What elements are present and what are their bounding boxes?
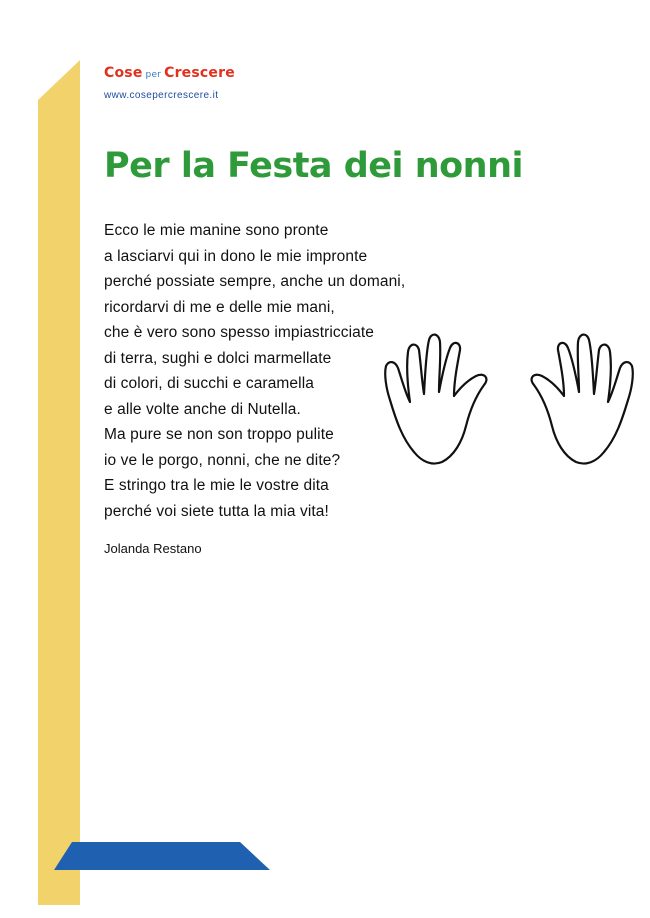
- logo-word-cose: Cose: [104, 65, 143, 81]
- logo-word-per: per: [145, 70, 162, 80]
- poem-line: E stringo tra le mie le vostre dita: [104, 477, 329, 494]
- blue-bottom-band: [54, 842, 270, 870]
- poem-line: Ecco le mie manine sono pronte: [104, 222, 329, 239]
- poem-title: Per la Festa dei nonni: [104, 146, 523, 186]
- poem-body: [104, 218, 405, 524]
- poem-line: ricordarvi di me e delle mie mani,: [104, 298, 335, 316]
- poem-line: perché possiate sempre, anche un domani,: [104, 273, 406, 290]
- logo-wordmark: [104, 64, 235, 84]
- handprints-illustration: [384, 330, 634, 475]
- poem-line: Ma pure se non son troppo pulite: [104, 426, 334, 443]
- poem-line: a lasciarvi qui in dono le mie impronte: [104, 247, 368, 265]
- poem-line: e alle volte anche di Nutella.: [104, 400, 301, 418]
- brand-logo[interactable]: [104, 64, 235, 101]
- poem-line: di colori, di succhi e caramella: [104, 375, 314, 392]
- poem-author: Jolanda Restano: [104, 541, 202, 556]
- left-handprint-icon: [385, 335, 486, 464]
- poem-line: che è vero sono spesso impiastricciate: [104, 324, 375, 341]
- poem-line: io ve le porgo, nonni, che ne dite?: [104, 451, 341, 469]
- logo-word-crescere: Crescere: [164, 65, 235, 81]
- poem-line: di terra, sughi e dolci marmellate: [104, 349, 332, 367]
- yellow-side-band: [38, 60, 80, 905]
- poem-line: perché voi siete tutta la mia vita!: [104, 502, 329, 520]
- website-url[interactable]: www.cosepercrescere.it: [104, 90, 219, 101]
- right-handprint-icon: [532, 335, 633, 464]
